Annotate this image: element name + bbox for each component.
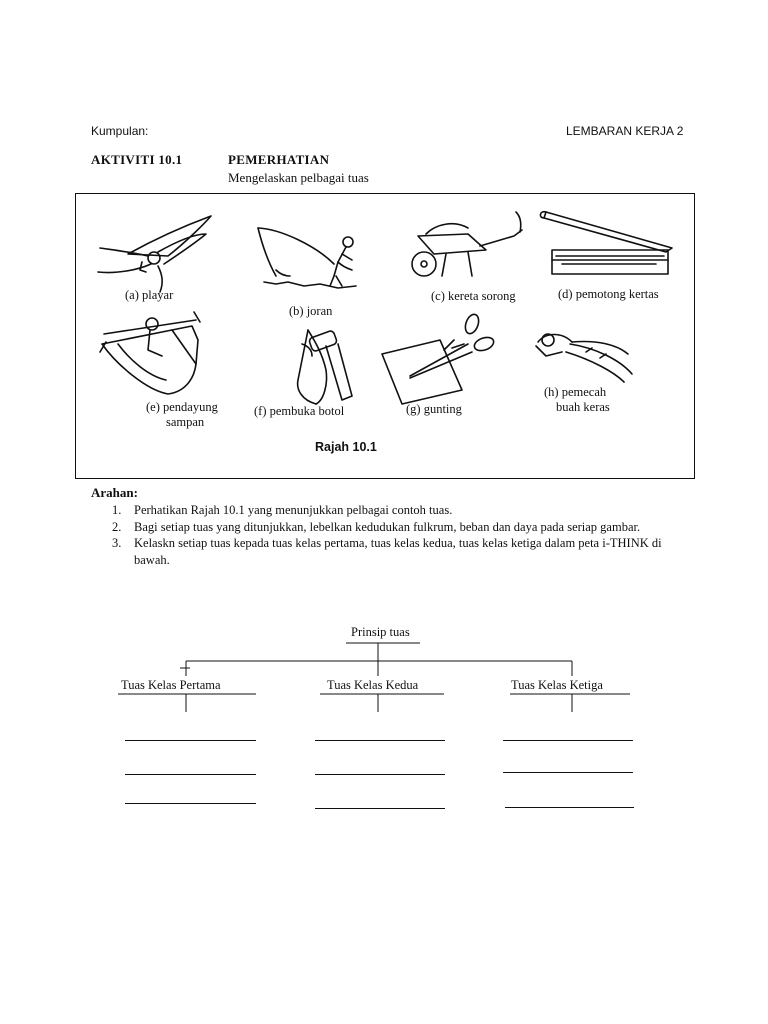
instruction-text: Bagi setiap tuas yang ditunjukkan, lebelkan kedudukan fulkrum, beban dan daya pada seriap gambar.: [134, 519, 641, 534]
answer-blank-third-class-2[interactable]: [503, 756, 633, 773]
figure-caption-g: (g) gunting: [406, 402, 462, 416]
answer-blank-third-class-1[interactable]: [503, 724, 633, 741]
activity-title: PEMERHATIAN: [228, 152, 330, 167]
figure-caption-b: (b) joran: [289, 304, 333, 318]
activity-subtitle: Mengelaskan pelbagai tuas: [228, 170, 369, 185]
figure-title: Rajah 10.1: [315, 440, 377, 454]
branch-label-third-class: Tuas Kelas Ketiga: [511, 678, 603, 692]
answer-blank-first-class-3[interactable]: [125, 787, 256, 804]
answer-blank-first-class-2[interactable]: [125, 758, 256, 775]
group-label: Kumpulan:: [91, 124, 149, 138]
figure-caption-e-line2: sampan: [166, 415, 205, 429]
branch-label-first-class: Tuas Kelas Pertama: [121, 678, 221, 692]
instruction-number: 3.: [112, 536, 122, 550]
answer-blank-first-class-1[interactable]: [125, 724, 256, 741]
instruction-text: Perhatikan Rajah 10.1 yang menunjukkan pelbagai contoh tuas.: [134, 503, 453, 517]
answer-blank-third-class-3[interactable]: [505, 791, 634, 808]
branch-label-second-class: Tuas Kelas Kedua: [327, 678, 419, 692]
worksheet-label: LEMBARAN KERJA 2: [566, 124, 684, 138]
figure-caption-a: (a) playar: [125, 288, 174, 302]
instruction-number: 1.: [112, 503, 122, 517]
figure-caption-h: (h) pemecah: [544, 385, 607, 399]
figure-caption-f: (f) pembuka botol: [254, 404, 345, 418]
figure-caption-h-line2: buah keras: [556, 400, 610, 414]
answer-blank-second-class-1[interactable]: [315, 724, 445, 741]
instruction-number: 2.: [112, 519, 122, 534]
answer-blank-second-class-3[interactable]: [315, 792, 445, 809]
figure-caption-d: (d) pemotong kertas: [558, 287, 659, 301]
figure-caption-c: (c) kereta sorong: [431, 289, 516, 303]
activity-code: AKTIVITI 10.1: [91, 152, 183, 167]
instructions-title: Arahan:: [91, 485, 138, 500]
tree-root-label: Prinsip tuas: [351, 625, 410, 639]
instruction-text: Kelaskn setiap tuas kepada tuas kelas pertama, tuas kelas kedua, tuas kelas ketiga dalam peta i-THINK di bawah.: [134, 536, 662, 567]
figure-caption-e: (e) pendayung: [146, 400, 218, 414]
answer-blank-second-class-2[interactable]: [315, 758, 445, 775]
